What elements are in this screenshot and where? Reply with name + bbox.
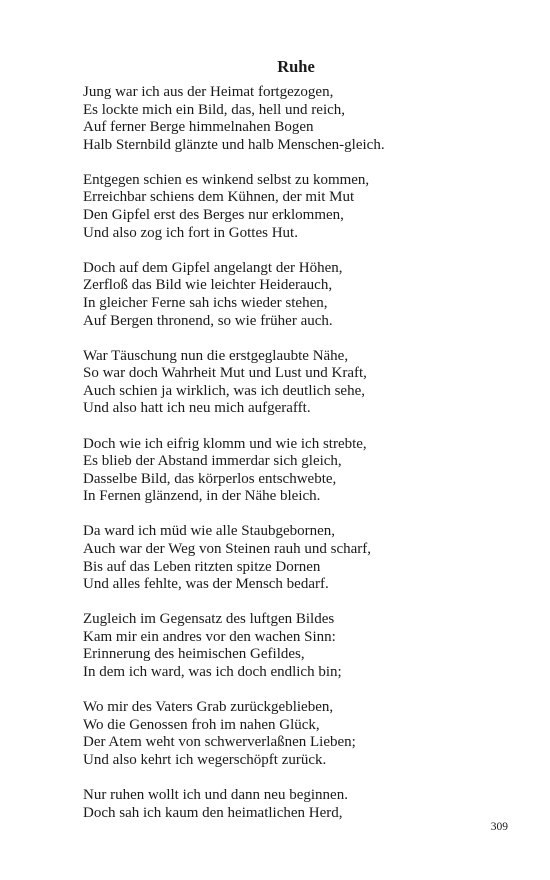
poem-line: Doch sah ich kaum den heimatlichen Herd,	[83, 804, 343, 821]
stanza	[83, 348, 523, 418]
poem-line: Erreichbar schiens dem Kühnen, der mit Mut	[83, 189, 355, 206]
poem-line: Es lockte mich ein Bild, das, hell und reich,	[83, 101, 346, 118]
poem-line: Und alles fehlte, was der Mensch bedarf.	[83, 576, 329, 593]
poem-line: Doch wie ich eifrig klomm und wie ich strebte,	[83, 435, 367, 452]
poem-line: Bis auf das Leben ritzten spitze Dornen	[83, 558, 321, 575]
stanza	[83, 436, 523, 506]
poem-line: Und also kehrt ich wegerschöpft zurück.	[83, 751, 327, 768]
stanza	[83, 611, 523, 681]
poem-line: Nur ruhen wollt ich und dann neu beginnen.	[83, 787, 348, 803]
poem-line: Auf Bergen thronend, so wie früher auch.	[83, 312, 333, 329]
poem-line: Entgegen schien es winkend selbst zu kommen,	[83, 171, 370, 188]
poem-line: Und also hatt ich neu mich aufgerafft.	[83, 400, 311, 417]
poem-line: Auf ferner Berge himmelnahen Bogen	[83, 119, 314, 136]
stanza	[83, 172, 523, 242]
poem-line: Jung war ich aus der Heimat fortgezogen,	[83, 84, 334, 100]
poem-line: Zugleich im Gegensatz des luftgen Bildes	[83, 611, 335, 628]
poem-line: Auch war der Weg von Steinen rauh und scharf,	[83, 540, 372, 557]
poem-line: Doch auf dem Gipfel angelangt der Höhen,	[83, 259, 343, 276]
stanza	[83, 699, 523, 769]
stanza	[83, 260, 523, 330]
stanza	[83, 84, 523, 154]
poem-line: Und also zog ich fort in Gottes Hut.	[83, 224, 298, 241]
poem-line: In Fernen glänzend, in der Nähe bleich.	[83, 488, 321, 505]
poem-line: Es blieb der Abstand immerdar sich gleich,	[83, 453, 342, 470]
poem-line: Wo die Genossen froh im nahen Glück,	[83, 716, 320, 733]
poem-line: Kam mir ein andres vor den wachen Sinn:	[83, 628, 336, 645]
poem-line: In dem ich ward, was ich doch endlich bin;	[83, 664, 342, 681]
poem-line: Dasselbe Bild, das körperlos entschwebte,	[83, 470, 337, 487]
poem-line: Erinnerung des heimischen Gefildes,	[83, 646, 305, 663]
poem-title: Ruhe	[277, 57, 315, 76]
poem-line: Den Gipfel erst des Berges nur erklommen,	[83, 207, 344, 224]
poem-line: Auch schien ja wirklich, was ich deutlich sehe,	[83, 382, 365, 399]
poem-line: Halb Sternbild glänzte und halb Menschen-gleich.	[83, 136, 385, 153]
poem-line: Da ward ich müd wie alle Staubgebornen,	[83, 523, 336, 540]
poem-line: Wo mir des Vaters Grab zurückgeblieben,	[83, 699, 334, 716]
stanza	[83, 787, 523, 822]
poem-line: So war doch Wahrheit Mut und Lust und Kraft,	[83, 365, 367, 382]
poem-line: War Täuschung nun die erstgeglaubte Nähe,	[83, 347, 349, 364]
poem-line: In gleicher Ferne sah ichs wieder stehen,	[83, 294, 328, 311]
poem-line: Der Atem weht von schwerverlaßnen Lieben;	[83, 734, 356, 751]
poem-line: Zerfloß das Bild wie leichter Heiderauch,	[83, 277, 333, 294]
poem-body	[83, 84, 523, 840]
stanza	[83, 523, 523, 593]
page-number: 309	[490, 821, 508, 833]
